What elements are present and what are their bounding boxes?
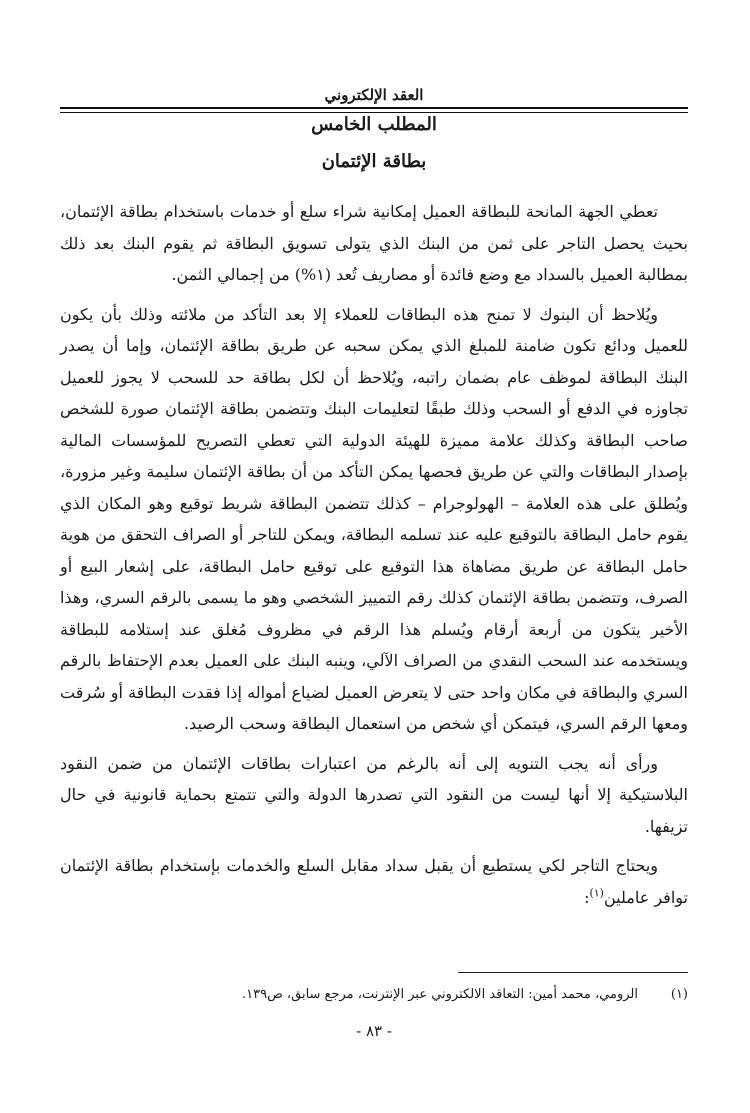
footnote bbox=[60, 986, 688, 1004]
paragraph-3: ورأى أنه يجب التنويه إلى أنه بالرغم من اعتبارات بطاقات الإئتمان من ضمن النقود البلاستيكية إلا أنها ليست من النقود التي تصدرها الدولة والتي تتمتع بحماية قانونية في حال تزيفها. bbox=[60, 753, 688, 836]
paragraph-4 bbox=[60, 850, 688, 913]
footnote-number: (١) bbox=[670, 987, 688, 1002]
footnote-text: الرومي، محمد أمين: التعاقد الالكتروني عبر الإنترنت، مرجع سابق، ص١٣٩. bbox=[241, 987, 638, 1002]
footnote-separator bbox=[458, 972, 688, 973]
section-title: المطلب الخامس bbox=[311, 114, 437, 135]
running-header: العقد الإلكتروني bbox=[324, 86, 424, 104]
paragraph-4-tail: : bbox=[584, 887, 590, 907]
paragraph-1: تعطي الجهة المانحة للبطاقة العميل إمكانية شراء سلع أو خدمات باستخدام بطاقة الإئتمان، بحيث يحصل التاجر على ثمن من البنك الذي يتولى تسويق البطاقة ثم يقوم البنك بعد ذلك بمطالبة العميل بالسداد مع وضع فائدة أو مصاريف تُعد (١%) من إجمالي الثمن. bbox=[60, 202, 688, 284]
header-rule-thin bbox=[60, 112, 688, 113]
header-rule bbox=[60, 107, 688, 109]
page-number: - ٨٣ - bbox=[356, 1022, 392, 1040]
subsection-title: بطاقة الإئتمان bbox=[321, 151, 427, 172]
body-text bbox=[60, 196, 688, 921]
footnote-reference[interactable]: (١) bbox=[589, 886, 604, 900]
paragraph-4-text: ويحتاج التاجر لكي يستطيع أن يقبل سداد مقابل السلع والخدمات بإستخدام بطاقة الإئتمان توافر عاملين bbox=[60, 856, 688, 907]
paragraph-2: ويُلاحظ أن البنوك لا تمنح هذه البطاقات للعملاء إلا بعد التأكد من ملائته وذلك بأن يكون للعميل ودائع تكون ضامنة للمبلغ الذي يمكن سحبه عن طريق بطاقة الإئتمان، وإما أن يصدر البنك البطاقة لموظف عام بضمان راتبه، ويُلاحظ أن لكل بطاقة حد للسحب لا يجوز للعميل تجاوزه في الدفع أو السحب وذلك طبقًا لتعليمات البنك وتتضمن بطاقة الإئتمان صورة للشخص صاحب البطاقة وكذلك علامة مميزة للهيئة الدولية التي تعطي التصريح للمؤسسات المالية بإصدار البطاقات والتي عن طريق فحصها يمكن التأكد من أن بطاقة الإئتمان سليمة وغير مزورة، ويُطلق على هذه العلامة – الهولوجرام – كذلك تتضمن البطاقة شريط توقيع وهو المكان الذي يقوم حامل البطاقة بالتوقيع عليه عند تسلمه البطاقة، ويمكن للتاجر أو الصراف التحقق من هوية حامل البطاقة عن طريق مضاهاة هذا التوقيع على توقيع حامل البطاقة، على إشعار البيع أو الصرف، وتتضمن بطاقة الإئتمان كذلك رقم التمييز الشخصي وهو ما يسمى بالرقم السري، وهذا الأخير يتكون من أربعة أرقام ويُسلم هذا الرقم في مظروف مُغلق عند إستلامه للبطاقة ويستخدمه عند السحب النقدي من الصراف الآلي، وينبه البنك على العميل بعدم الإحتفاظ بالرقم السري والبطاقة في مكان واحد حتى لا يتعرض العميل لضياع أمواله إذا فقدت البطاقة أو سُرقت ومعها الرقم السري، فيتمكن أي شخص من استعمال البطاقة وسحب الرصيد. bbox=[60, 304, 689, 733]
